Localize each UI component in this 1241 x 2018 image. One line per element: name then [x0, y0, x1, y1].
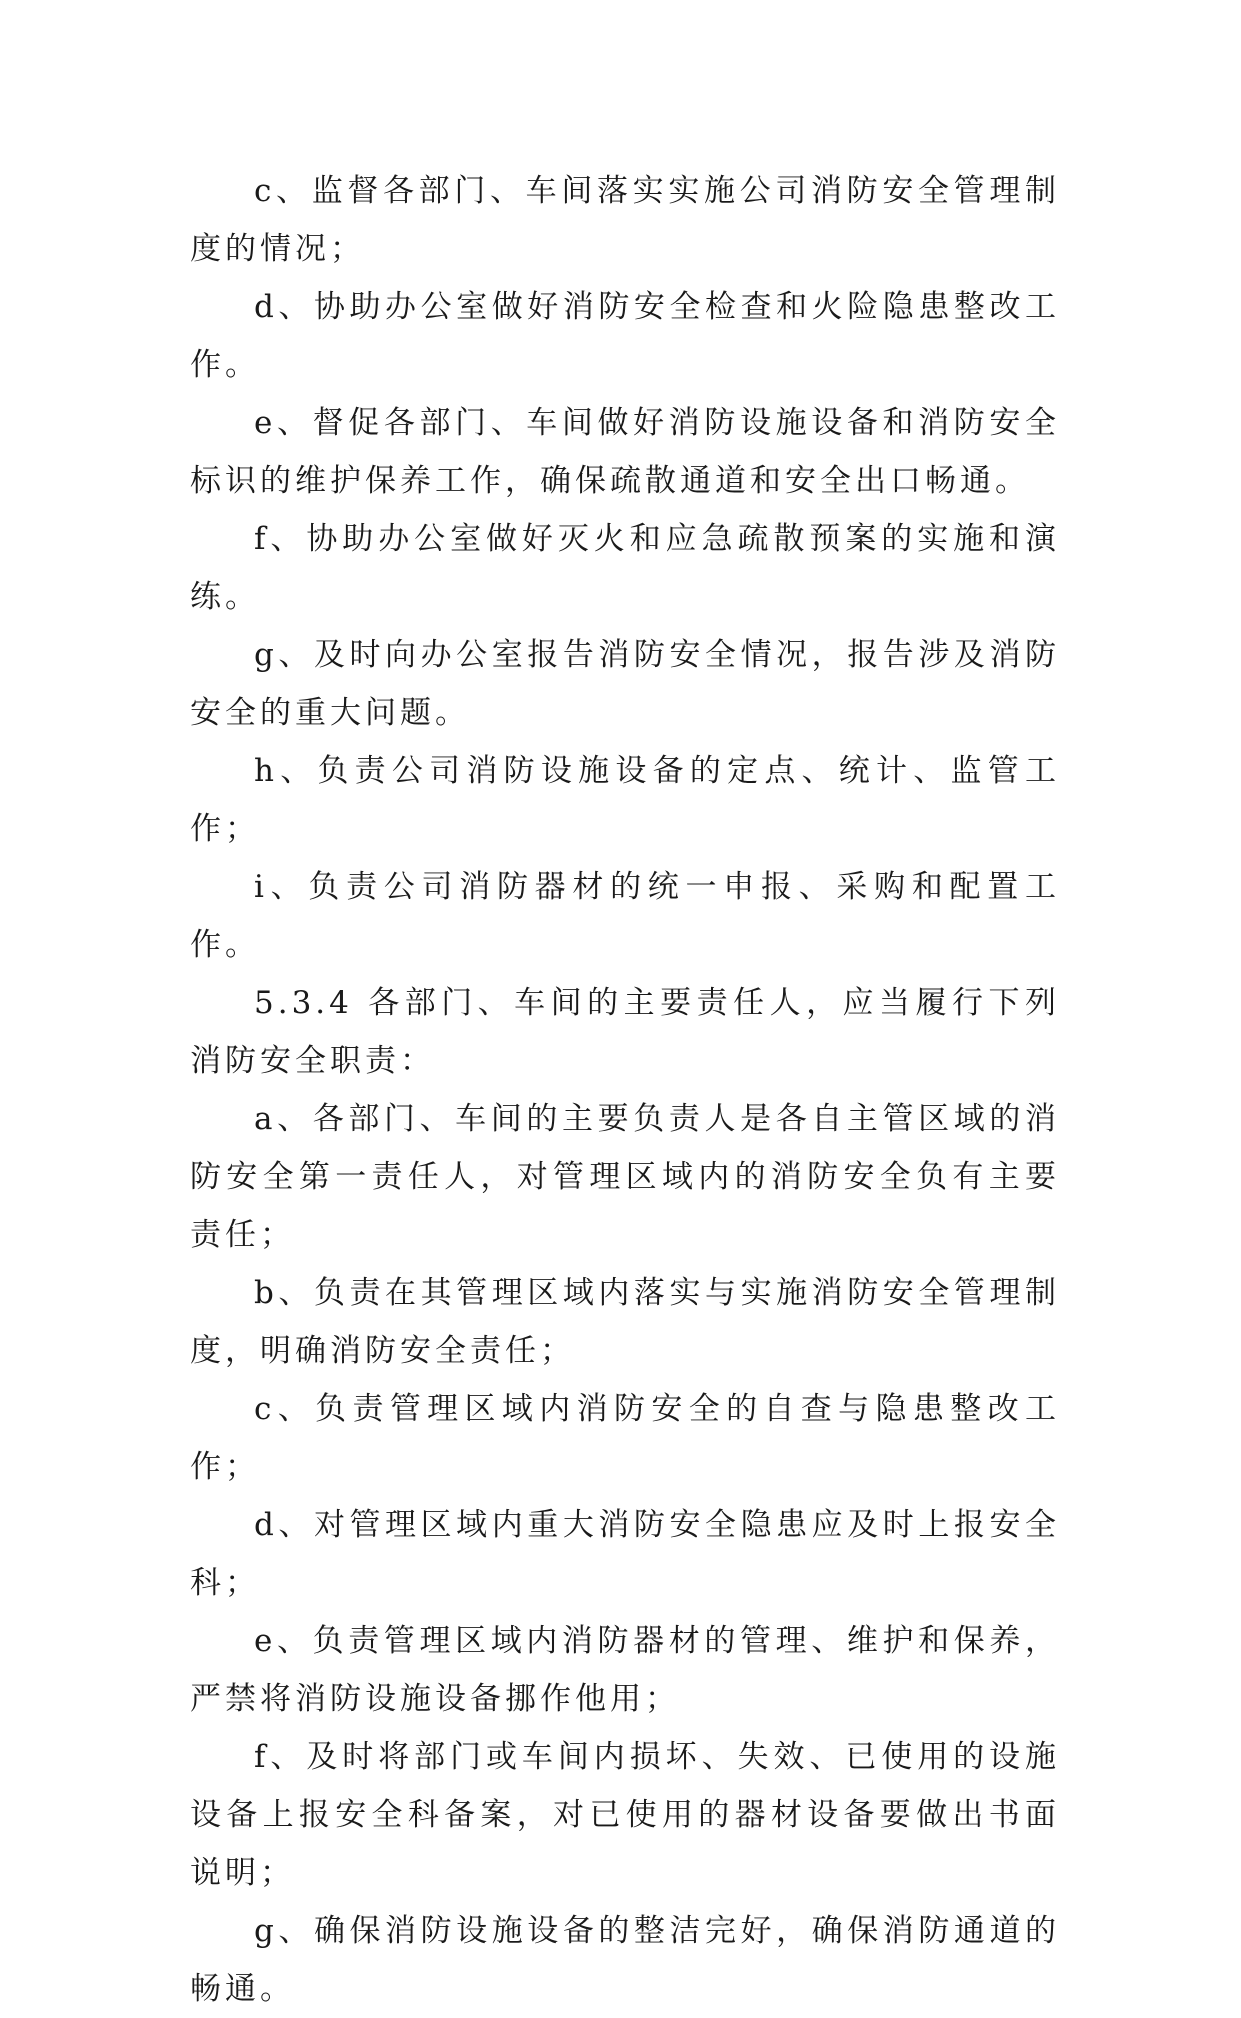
section-heading-5-3-4: 5.3.4 各部门、车间的主要责任人，应当履行下列消防安全职责：: [190, 985, 1060, 1079]
paragraph-i-procurement: i、负责公司消防器材的统一申报、采购和配置工作。: [190, 869, 1060, 963]
paragraph-e-maintenance: e、督促各部门、车间做好消防设施设备和消防安全标识的维护保养工作，确保疏散通道和安全出口畅通。: [190, 405, 1060, 499]
paragraph-c-self-inspection: c、负责管理区域内消防安全的自查与隐患整改工作；: [190, 1391, 1060, 1485]
paragraph-f-report-damage: f、及时将部门或车间内损坏、失效、已使用的设施设备上报安全科备案，对已使用的器材设备要做出书面说明；: [190, 1739, 1060, 1891]
paragraph-a-first-responsible: a、各部门、车间的主要负责人是各自主管区域的消防安全第一责任人，对管理区域内的消防安全负有主要责任；: [190, 1101, 1060, 1253]
paragraph-d-assist-inspection: d、协助办公室做好消防安全检查和火险隐患整改工作。: [190, 289, 1060, 383]
paragraph-c-supervise: c、监督各部门、车间落实实施公司消防安全管理制度的情况；: [190, 173, 1060, 267]
paragraph-f-evacuation-drill: f、协助办公室做好灭火和应急疏散预案的实施和演练。: [190, 521, 1060, 615]
paragraph-b-implement-rules: b、负责在其管理区域内落实与实施消防安全管理制度，明确消防安全责任；: [190, 1275, 1060, 1369]
paragraph-h-equipment-management: h、负责公司消防设施设备的定点、统计、监管工作；: [190, 753, 1060, 847]
document-page: [190, 162, 1060, 2018]
paragraph-g-keep-clear: g、确保消防设施设备的整洁完好，确保消防通道的畅通。: [190, 1913, 1060, 2007]
paragraph-d-report-hazards: d、对管理区域内重大消防安全隐患应及时上报安全科；: [190, 1507, 1060, 1601]
paragraph-g-report: g、及时向办公室报告消防安全情况，报告涉及消防安全的重大问题。: [190, 637, 1060, 731]
paragraph-e-equipment-care: e、负责管理区域内消防器材的管理、维护和保养，严禁将消防设施设备挪作他用；: [190, 1623, 1060, 1717]
